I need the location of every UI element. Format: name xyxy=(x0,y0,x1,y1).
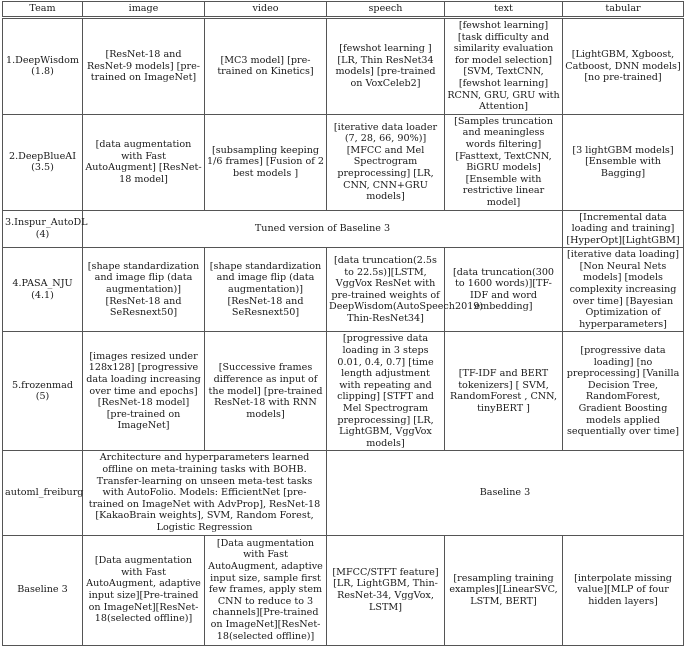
table-row xyxy=(3,114,684,210)
text-cell: [Samples truncation and meaningless words filtering] [Fasttext, TextCNN, BiGRU models] [Ensemble with restrictive linear model] xyxy=(445,114,563,210)
tabular-cell: [3 lightGBM models] [Ensemble with Bagging] xyxy=(563,114,684,210)
team-cell: automl_freiburg xyxy=(3,451,83,535)
video-cell: [shape standardization and image flip (data augmentation)][ResNet-18 and SeResnext50] xyxy=(205,248,327,332)
tabular-cell: [LightGBM, Xgboost, Catboost, DNN models] [no pre-trained] xyxy=(563,18,684,115)
speech-cell: [fewshot learning ] [LR, Thin ResNet34 models] [pre-trained on VoxCeleb2] xyxy=(327,18,445,115)
table-row xyxy=(3,332,684,451)
speech-text-tabular-cell: Baseline 3 xyxy=(327,451,684,535)
table-row xyxy=(3,248,684,332)
tabular-cell: [iterative data loading] [Non Neural Nets models] [models complexity increasing over time] [Bayesian Optimization of hyperparameters] xyxy=(563,248,684,332)
video-cell: [Successive frames difference as input of the model] [pre-trained ResNet-18 with RNN models] xyxy=(205,332,327,451)
team-cell: 1.DeepWisdom (1.8) xyxy=(3,18,83,115)
image-cell: [Data augmentation with Fast AutoAugment, adaptive input size][Pre-trained on ImageNet][ResNet-18(selected offline)] xyxy=(83,535,205,645)
speech-cell: [MFCC/STFT feature][LR, LightGBM, Thin-ResNet-34, VggVox, LSTM] xyxy=(327,535,445,645)
header-team: Team xyxy=(3,2,83,18)
image-cell: [images resized under 128x128] [progressive data loading increasing over time and epochs] [ResNet-18 model] [pre-trained on ImageNet] xyxy=(83,332,205,451)
merged-cell: Tuned version of Baseline 3 xyxy=(83,210,563,248)
team-cell: 4.PASA_NJU (4.1) xyxy=(3,248,83,332)
header-tabular: tabular xyxy=(563,2,684,18)
video-cell: [MC3 model] [pre-trained on Kinetics] xyxy=(205,18,327,115)
team-cell: Baseline 3 xyxy=(3,535,83,645)
image-cell: [shape standardization and image flip (data augmentation)][ResNet-18 and SeResnext50] xyxy=(83,248,205,332)
video-cell: [Data augmentation with Fast AutoAugment, adaptive input size, sample first few frames, apply stem CNN to reduce to 3 channels][Pre-trained on ImageNet][ResNet-18(selected offline)] xyxy=(205,535,327,645)
tabular-cell: [progressive data loading] [no preprocessing] [Vanilla Decision Tree, RandomForest, Gradient Boosting models applied sequentially over time] xyxy=(563,332,684,451)
image-cell: [data augmentation with Fast AutoAugment] [ResNet-18 model] xyxy=(83,114,205,210)
team-cell: 2.DeepBlueAI (3.5) xyxy=(3,114,83,210)
header-text: text xyxy=(445,2,563,18)
table-row xyxy=(3,18,684,115)
text-cell: [data truncation(300 to 1600 words)][TF-IDF and word embedding] xyxy=(445,248,563,332)
speech-cell: [iterative data loader (7, 28, 66, 90%)] [MFCC and Mel Spectrogram preprocessing] [LR, CNN, CNN+GRU models] xyxy=(327,114,445,210)
team-methods-table xyxy=(2,1,684,646)
text-cell: [fewshot learning] [task difficulty and similarity evaluation for model selection] [SVM, TextCNN,[fewshot learning] RCNN, GRU, GRU with Attention] xyxy=(445,18,563,115)
speech-cell: [progressive data loading in 3 steps 0.01, 0.4, 0.7] [time length adjustment with repeating and clipping] [STFT and Mel Spectrogram preprocessing] [LR, LightGBM, VggVox models] xyxy=(327,332,445,451)
team-cell: 5.frozenmad (5) xyxy=(3,332,83,451)
header-video: video xyxy=(205,2,327,18)
tabular-cell: [Incremental data loading and training][HyperOpt][LightGBM] xyxy=(563,210,684,248)
image-cell: [ResNet-18 and ResNet-9 models] [pre-trained on ImageNet] xyxy=(83,18,205,115)
speech-cell: [data truncation(2.5s to 22.5s)][LSTM, VggVox ResNet with pre-trained weights of DeepWisdom(AutoSpeech2019) Thin-ResNet34] xyxy=(327,248,445,332)
team-cell: 3.Inspur_AutoDL (4) xyxy=(3,210,83,248)
header-speech: speech xyxy=(327,2,445,18)
tabular-cell: [interpolate missing value][MLP of four hidden layers] xyxy=(563,535,684,645)
table-row xyxy=(3,210,684,248)
text-cell: [resampling training examples][LinearSVC, LSTM, BERT] xyxy=(445,535,563,645)
image-video-cell: Architecture and hyperparameters learned offline on meta-training tasks with BOHB. Transfer-learning on unseen meta-test tasks with AutoFolio. Models: EfficientNet [pre-trained on ImageNet with AdvProp], ResNet-18 [KakaoBrain weights], SVM, Random Forest, Logistic Regression xyxy=(83,451,327,535)
header-image: image xyxy=(83,2,205,18)
table-row xyxy=(3,451,684,535)
text-cell: [TF-IDF and BERT tokenizers] [ SVM, RandomForest , CNN, tinyBERT ] xyxy=(445,332,563,451)
table-row xyxy=(3,535,684,645)
video-cell: [subsampling keeping 1/6 frames] [Fusion of 2 best models ] xyxy=(205,114,327,210)
header-row xyxy=(3,2,684,18)
